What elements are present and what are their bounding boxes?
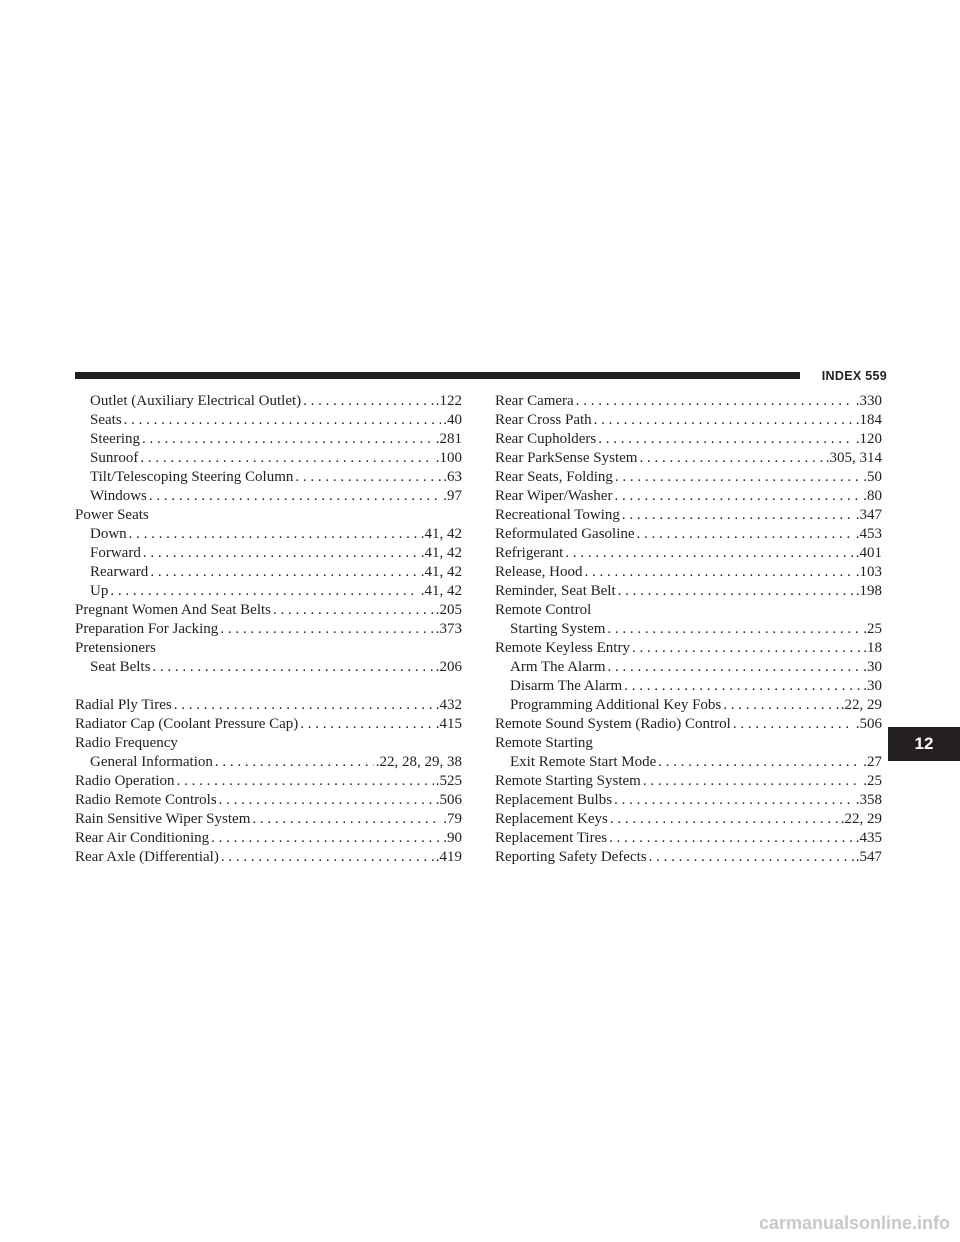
index-entry [495,791,882,810]
dot-leader [219,791,434,810]
index-entry [495,829,882,848]
dot-leader [639,449,823,468]
index-entry-pages[interactable]: .27 [863,754,882,770]
index-entry-label: Rear Seats, Folding [495,469,613,485]
index-entry [75,392,462,411]
index-entry-label: Rearward [90,564,149,580]
dot-leader [594,411,854,430]
index-entry-label: Exit Remote Start Mode [510,754,657,770]
index-entry-label: Arm The Alarm [510,659,606,675]
index-entry-pages[interactable]: .22, 29 [840,697,882,713]
index-entry-pages[interactable]: .432 [435,697,462,713]
index-heading: Power Seats [75,507,149,523]
index-heading: Remote Control [495,602,592,618]
index-gap [75,677,462,696]
dot-leader [632,639,861,658]
index-column-left [75,392,462,867]
index-entry-label: Rear Axle (Differential) [75,849,219,865]
dot-leader [150,563,418,582]
index-entry-label: Forward [90,545,141,561]
dot-leader [576,392,854,411]
index-entry-label: Rear Cross Path [495,412,592,428]
chapter-tab[interactable]: 12 [888,727,960,761]
index-entry-label: Reporting Safety Defects [495,849,647,865]
dot-leader [273,601,434,620]
index-entry [75,468,462,487]
index-entry-label: Seats [90,412,122,428]
index-entry-pages[interactable]: .18 [863,640,882,656]
index-entry-label: Disarm The Alarm [510,678,623,694]
index-entry [495,848,882,867]
dot-leader [110,582,418,601]
index-entry [495,430,882,449]
dot-leader [211,829,441,848]
dot-leader [622,506,854,525]
index-entry-pages[interactable]: .90 [443,830,462,846]
index-entry [75,620,462,639]
index-entry-label: General Information [90,754,213,770]
dot-leader [252,810,441,829]
index-entry-pages[interactable]: .41, 42 [420,526,462,542]
index-entry-pages[interactable]: .205 [435,602,462,618]
index-heading: Remote Starting [495,735,593,751]
index-entry-label: Replacement Bulbs [495,792,613,808]
index-entry-pages[interactable]: .80 [863,488,882,504]
index-entry-label: Rear Camera [495,393,574,409]
index-entry [495,639,882,658]
dot-leader [215,753,374,772]
index-entry-pages[interactable]: .184 [855,412,882,428]
index-entry-label: Radio Remote Controls [75,792,217,808]
index-entry [75,696,462,715]
dot-leader [124,411,442,430]
index-entry-pages[interactable]: .25 [863,621,882,637]
index-entry [75,544,462,563]
index-entry [75,582,462,601]
index-entry-label: Up [90,583,109,599]
dot-leader [618,582,854,601]
dot-leader [637,525,854,544]
index-entry [495,506,882,525]
dot-leader [140,449,433,468]
dot-leader [221,848,434,867]
index-entry [495,677,882,696]
index-entry-label: Sunroof [90,450,139,466]
dot-leader [584,563,853,582]
index-heading: Pretensioners [75,640,156,656]
dot-leader [643,772,861,791]
index-entry-label: Recreational Towing [495,507,620,523]
dot-leader [615,468,861,487]
index-entry-pages[interactable]: .40 [443,412,462,428]
dot-leader [220,620,433,639]
index-entry-pages[interactable]: .401 [855,545,882,561]
index-entry-label: Outlet (Auxiliary Electrical Outlet) [90,393,302,409]
index-entry [75,449,462,468]
dot-leader [624,677,861,696]
index-entry-label: Steering [90,431,140,447]
index-entry [495,563,882,582]
index-entry [75,772,462,791]
dot-leader [142,430,434,449]
index-entry-label: Rain Sensitive Wiper System [75,811,251,827]
index-entry-pages[interactable]: .506 [435,792,462,808]
page-header-title: INDEX 559 [821,369,887,383]
watermark: carmanualsonline.info [758,1213,950,1233]
dot-leader [658,753,861,772]
index-entry [495,658,882,677]
index-entry [495,392,882,411]
index-entry [75,601,462,620]
dot-leader [174,696,434,715]
dot-leader [152,658,433,677]
index-entry-pages[interactable]: .50 [863,469,882,485]
index-entry-pages[interactable]: .281 [435,431,462,447]
index-entry-pages[interactable]: .453 [855,526,882,542]
index-entry-pages[interactable]: .22, 29 [840,811,882,827]
index-entry-pages[interactable]: .120 [855,431,882,447]
index-entry [495,810,882,829]
header-rule [75,372,800,379]
index-entry-pages[interactable]: .415 [435,716,462,732]
dot-leader [609,829,854,848]
index-entry-label: Remote Starting System [495,773,641,789]
index-entry-pages[interactable]: .547 [855,849,882,865]
index-entry [75,563,462,582]
index-entry-pages[interactable]: .41, 42 [420,583,462,599]
dot-leader [143,544,419,563]
index-entry [495,696,882,715]
index-entry [75,829,462,848]
index-entry [495,772,882,791]
index-entry-label: Starting System [510,621,606,637]
index-entry-pages[interactable]: .41, 42 [420,545,462,561]
index-entry-pages[interactable]: .41, 42 [420,564,462,580]
index-entry [75,525,462,544]
index-entry-pages[interactable]: .358 [855,792,882,808]
index-entry-pages[interactable]: .30 [863,659,882,675]
index-entry-pages[interactable]: .330 [855,393,882,409]
index-entry-pages[interactable]: .525 [435,773,462,789]
dot-leader [565,544,853,563]
index-entry-pages[interactable]: .30 [863,678,882,694]
index-entry-pages[interactable]: .347 [855,507,882,523]
index-entry-label: Tilt/Telescoping Steering Column [90,469,294,485]
index-entry [495,525,882,544]
index-entry [495,620,882,639]
index-entry [495,715,882,734]
dot-leader [598,430,854,449]
index-entry-label: Refrigerant [495,545,564,561]
index-entry-label: Rear Cupholders [495,431,597,447]
index-entry-label: Replacement Keys [495,811,608,827]
index-entry-label: Reformulated Gasoline [495,526,635,542]
index-entry-label: Radio Operation [75,773,175,789]
index-entry-label: Remote Sound System (Radio) Control [495,716,731,732]
index-entry-label: Radiator Cap (Coolant Pressure Cap) [75,716,299,732]
index-entry-label: Programming Additional Key Fobs [510,697,722,713]
index-entry-pages[interactable]: .25 [863,773,882,789]
index-entry-pages[interactable]: .63 [443,469,462,485]
index-entry-label: Down [90,526,127,542]
index-entry [75,658,462,677]
index-entry-label: Rear Air Conditioning [75,830,210,846]
dot-leader [608,658,862,677]
index-entry [75,715,462,734]
index-entry [495,411,882,430]
dot-leader [607,620,861,639]
index-entry-label: Seat Belts [90,659,151,675]
dot-leader [303,392,434,411]
dot-leader [295,468,441,487]
index-entry [75,430,462,449]
index-entry-label: Reminder, Seat Belt [495,583,616,599]
index-entry [495,468,882,487]
index-entry [75,753,462,772]
index-heading: Radio Frequency [75,735,178,751]
index-entry-pages[interactable]: .506 [855,716,882,732]
index-entry [75,411,462,430]
dot-leader [300,715,433,734]
index-entry [495,487,882,506]
index-entry-label: Preparation For Jacking [75,621,219,637]
index-entry-pages[interactable]: .97 [443,488,462,504]
dot-leader [149,487,441,506]
index-entry [75,487,462,506]
index-entry-label: Radial Ply Tires [75,697,172,713]
index-entry-label: Rear Wiper/Washer [495,488,613,504]
index-entry [495,582,882,601]
index-entry-label: Replacement Tires [495,830,608,846]
index-entry [495,753,882,772]
dot-leader [610,810,839,829]
index-entry [495,544,882,563]
index-entry [495,449,882,468]
index-entry [75,791,462,810]
index-entry-pages[interactable]: .103 [855,564,882,580]
dot-leader [129,525,419,544]
index-entry-pages[interactable]: .206 [435,659,462,675]
index-entry-pages[interactable]: .373 [435,621,462,637]
index-entry-pages[interactable]: .100 [435,450,462,466]
index-entry-pages[interactable]: .122 [435,393,462,409]
dot-leader [723,696,839,715]
index-entry-label: Pregnant Women And Seat Belts [75,602,271,618]
index-entry-label: Windows [90,488,147,504]
index-entry-pages[interactable]: .22, 28, 29, 38 [375,754,462,770]
index-entry-pages[interactable]: .305, 314 [825,450,882,466]
index-entry [75,810,462,829]
index-entry-pages[interactable]: .419 [435,849,462,865]
index-entry-pages[interactable]: .435 [855,830,882,846]
index-entry [75,848,462,867]
index-entry-label: Release, Hood [495,564,583,580]
index-entry-pages[interactable]: .198 [855,583,882,599]
dot-leader [649,848,854,867]
dot-leader [614,487,861,506]
index-entry-label: Rear ParkSense System [495,450,638,466]
dot-leader [614,791,854,810]
index-entry-label: Remote Keyless Entry [495,640,630,656]
index-column-right [495,392,882,867]
dot-leader [177,772,434,791]
index-entry-pages[interactable]: .79 [443,811,462,827]
dot-leader [733,715,854,734]
